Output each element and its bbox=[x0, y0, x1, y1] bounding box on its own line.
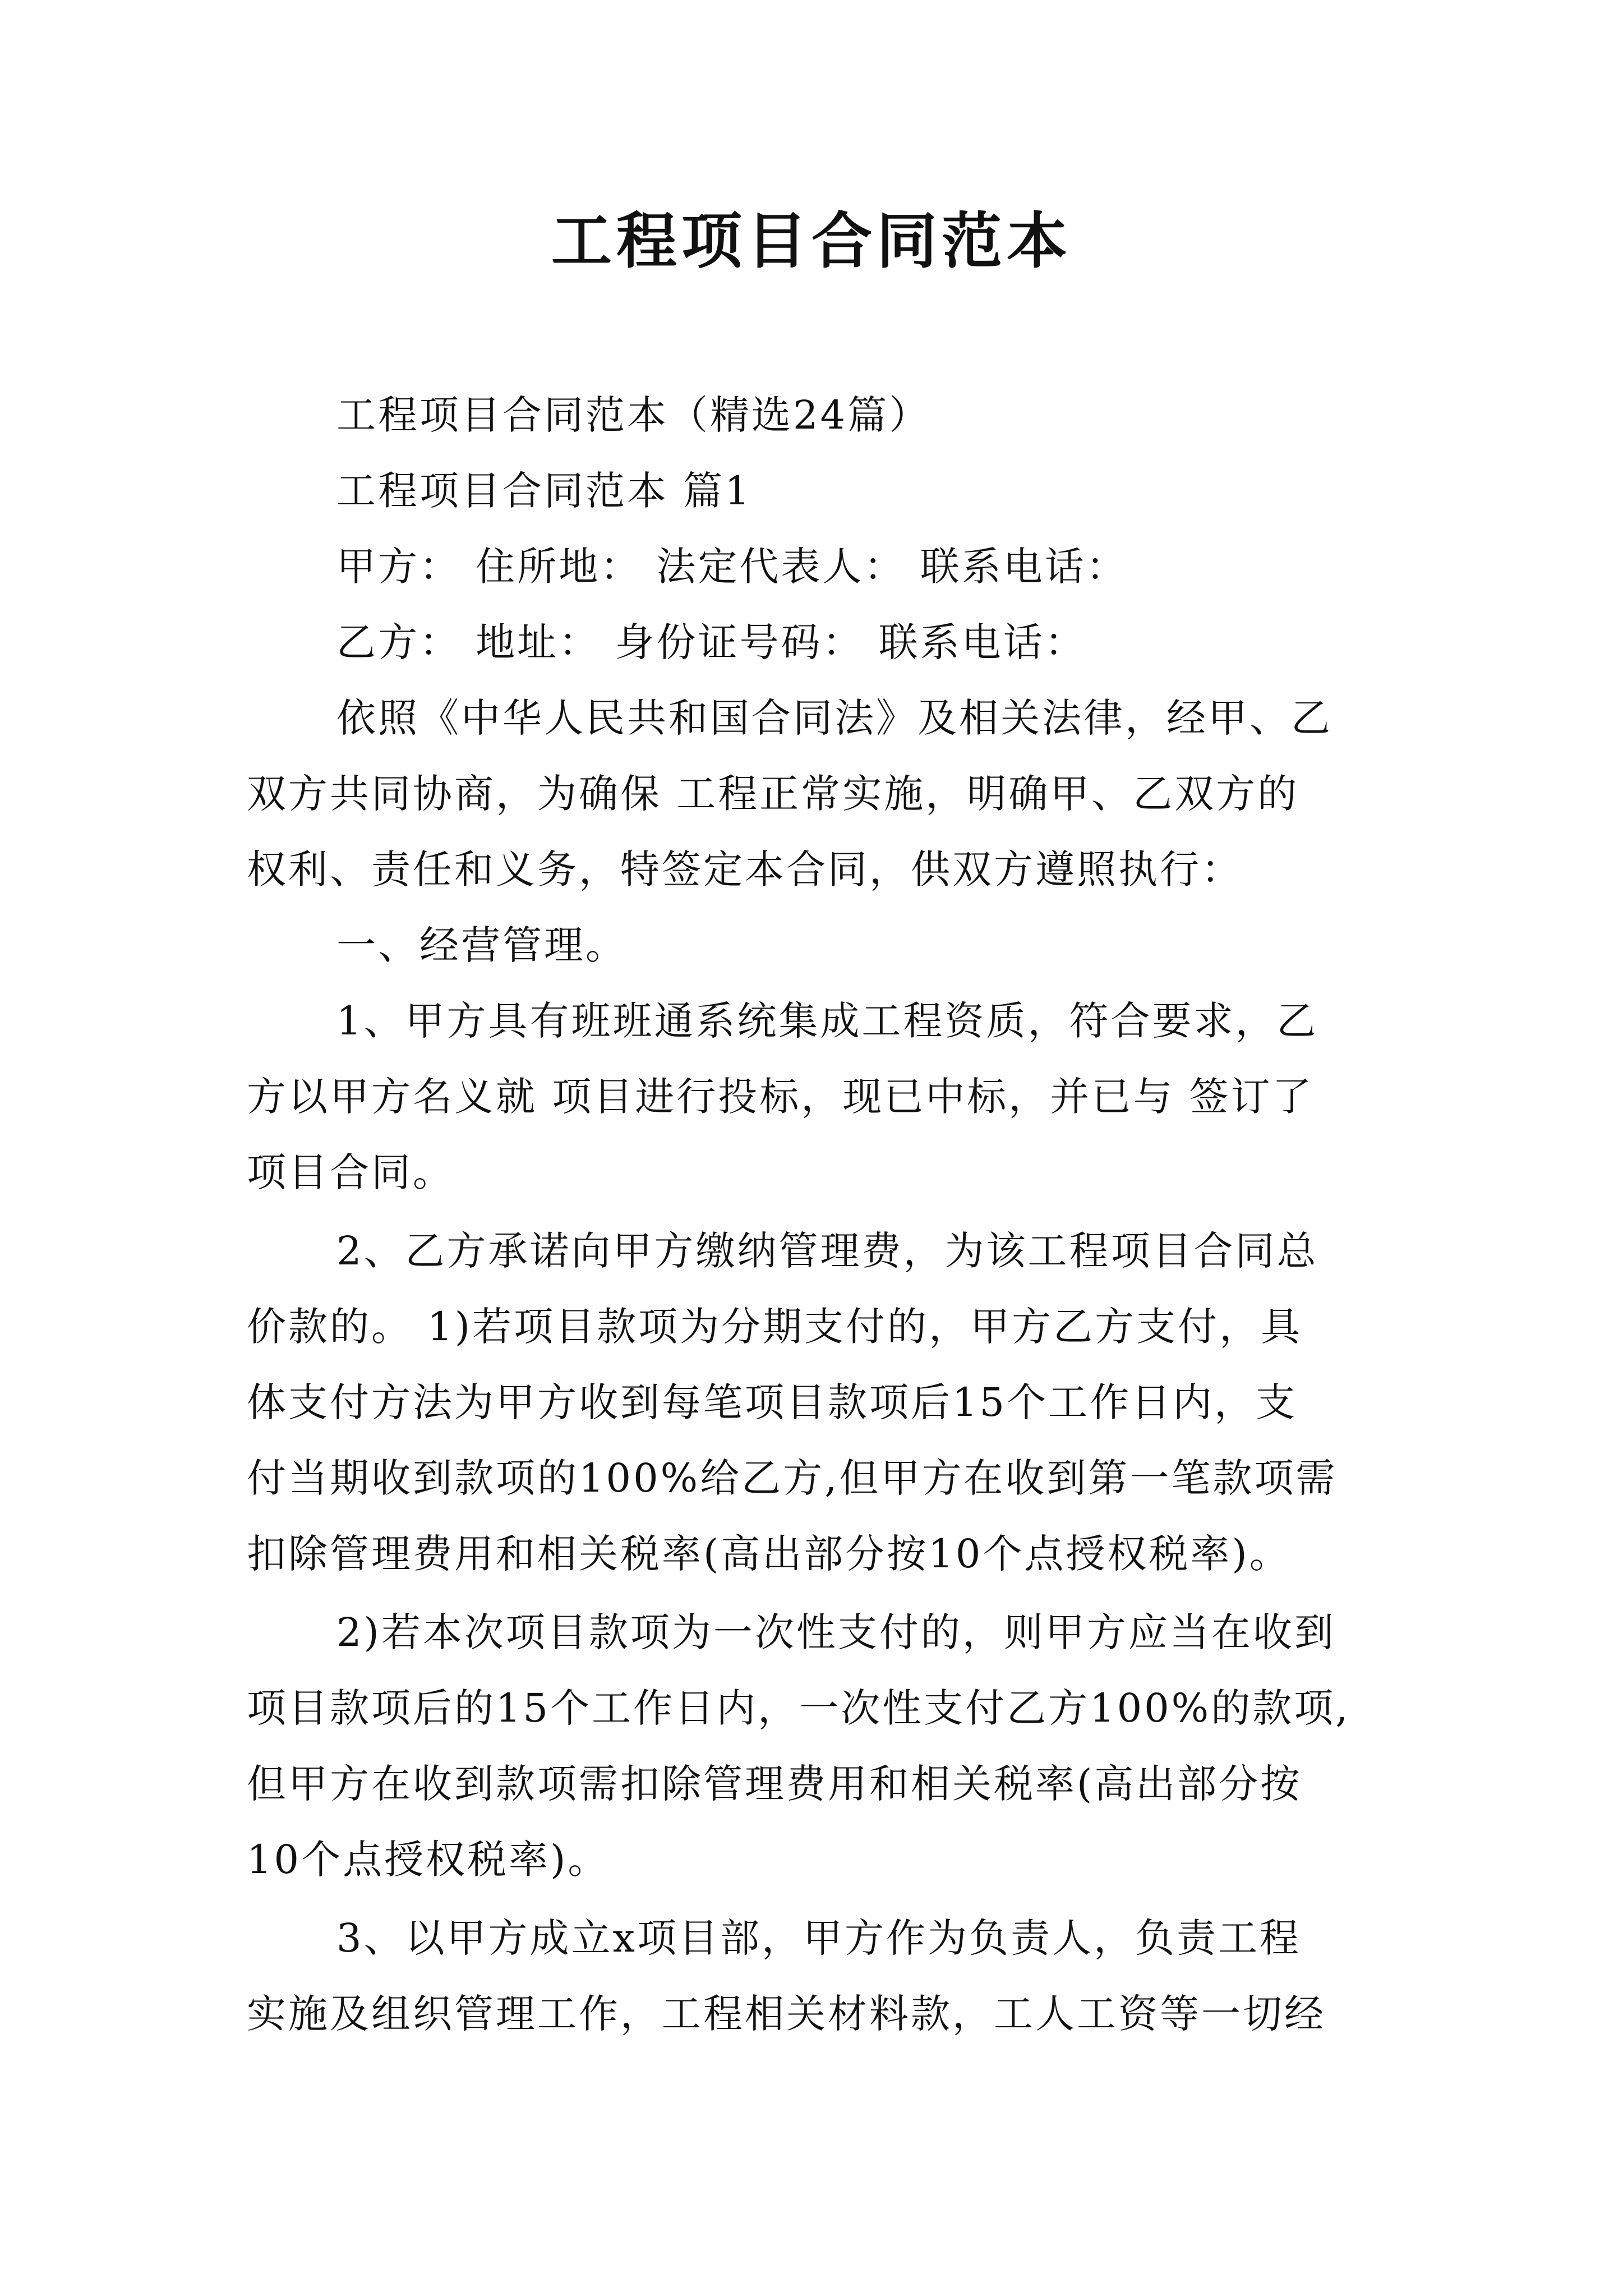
paragraph-line: 1、甲方具有班班通系统集成工程资质，符合要求，乙 bbox=[336, 998, 1318, 1044]
paragraph-line: 价款的。 1)若项目款项为分期支付的，甲方乙方支付，具 bbox=[247, 1304, 1303, 1350]
paragraph-line: 10个点授权税率)。 bbox=[247, 1837, 610, 1883]
party-a-line: 甲方： 住所地： 法定代表人： 联系电话： bbox=[336, 544, 1128, 590]
paragraph-line: 项目款项后的15个工作日内，一次性支付乙方100%的款项, bbox=[247, 1685, 1350, 1731]
paragraph-line: 体支付方法为甲方收到每笔项目款项后15个工作日内，支 bbox=[247, 1379, 1298, 1425]
paragraph-line: 2、乙方承诺向甲方缴纳管理费，为该工程项目合同总 bbox=[336, 1228, 1318, 1274]
paragraph-line: 但甲方在收到款项需扣除管理费用和相关税率(高出部分按 bbox=[247, 1761, 1302, 1807]
paragraph-line: 方以甲方名义就 项目进行投标，现已中标，并已与 签订了 bbox=[247, 1074, 1314, 1120]
paragraph-line: 依照《中华人民共和国合同法》及相关法律，经甲、乙 bbox=[336, 695, 1332, 741]
paragraph-line: 付当期收到款项的100%给乙方,但甲方在收到第一笔款项需 bbox=[247, 1455, 1338, 1501]
subtitle-line: 工程项目合同范本（精选24篇） bbox=[336, 392, 931, 438]
clause-heading: 一、经营管理。 bbox=[336, 922, 627, 968]
paragraph-line: 权利、责任和义务，特签定本合同，供双方遵照执行： bbox=[247, 846, 1243, 892]
paragraph-line: 2)若本次项目款项为一次性支付的，则甲方应当在收到 bbox=[336, 1609, 1336, 1655]
section-heading: 工程项目合同范本 篇1 bbox=[336, 468, 752, 514]
paragraph-line: 扣除管理费用和相关税率(高出部分按10个点授权税率)。 bbox=[247, 1531, 1291, 1577]
document-title: 工程项目合同范本 bbox=[551, 206, 1072, 277]
paragraph-line: 双方共同协商，为确保 工程正常实施，明确甲、乙双方的 bbox=[247, 771, 1299, 817]
paragraph-line: 实施及组织管理工作，工程相关材料款，工人工资等一切经 bbox=[247, 1991, 1326, 2037]
party-b-line: 乙方： 地址： 身份证号码： 联系电话： bbox=[336, 619, 1086, 665]
paragraph-line: 项目合同。 bbox=[247, 1149, 454, 1195]
paragraph-line: 3、以甲方成立x项目部，甲方作为负责人，负责工程 bbox=[336, 1915, 1302, 1961]
